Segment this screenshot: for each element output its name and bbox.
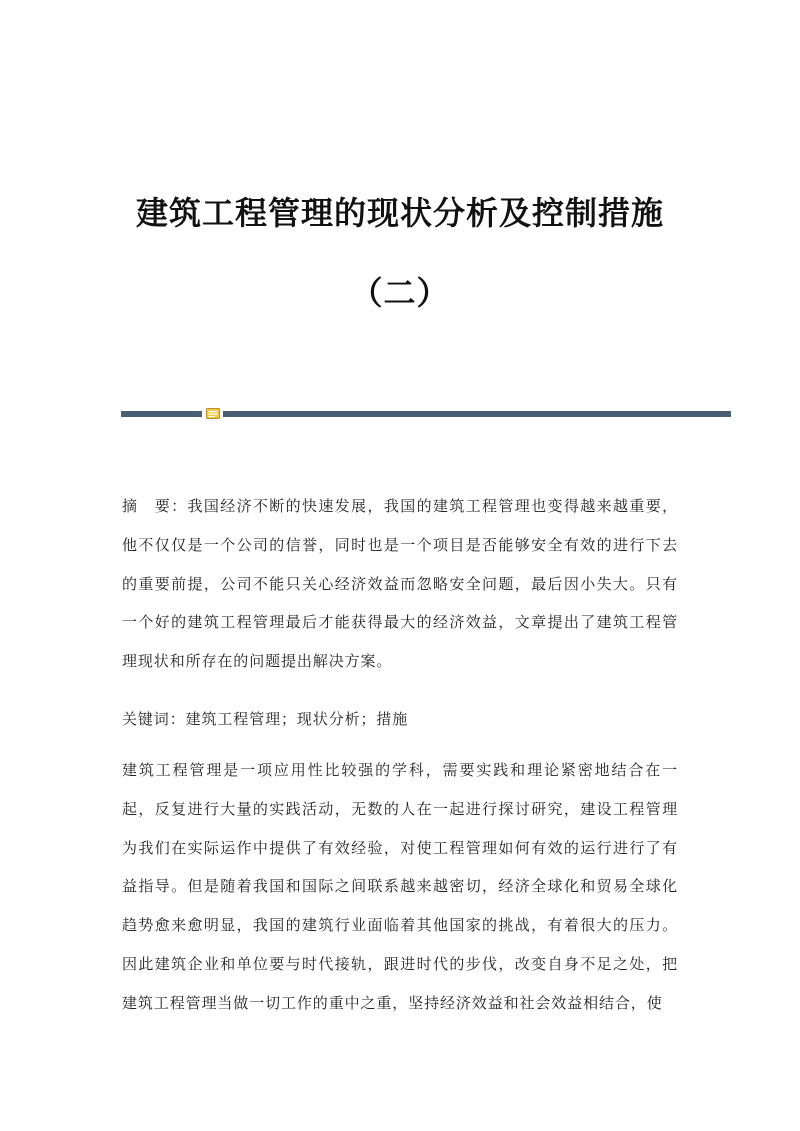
abstract-section (122, 487, 678, 681)
divider-bar-left (121, 411, 202, 417)
keywords-section (122, 700, 678, 739)
divider-bar-right (223, 411, 731, 417)
document-title-part: （二） (350, 274, 450, 312)
title-divider (121, 408, 731, 418)
document-title: 建筑工程管理的现状分析及控制措施 (135, 194, 664, 232)
keywords-line: 关键词：建筑工程管理；现状分析；措施 (122, 710, 409, 728)
intro-paragraph: 建筑工程管理是一项应用性比较强的学科，需要实践和理论紧密地结合在一起，反复进行大量的实践活动，无数的人在一起进行探讨研究，建设工程管理为我们在实际运作中提供了有效经验，对使工程管理如何有效的运行进行了有益指导。但是随着我国和国际之间联系越来越密切，经济全球化和贸易全球化趋势愈来愈明显，我国的建筑行业面临着其他国家的挑战，有着很大的压力。因此建筑企业和单位要与时代接轨，跟进时代的步伐，改变自身不足之处，把建筑工程管理当做一切工作的重中之重，坚持经济效益和社会效益相结合，使 (122, 761, 678, 1012)
abstract-paragraph: 摘 要：我国经济不断的快速发展，我国的建筑工程管理也变得越来越重要，他不仅仅是一个公司的信誉，同时也是一个项目是否能够安全有效的进行下去的重要前提，公司不能只关心经济效益而忽略安全问题，最后因小失大。只有一个好的建筑工程管理最后才能获得最大的经济效益，文章提出了建筑工程管理现状和所存在的问题提出解决方案。 (122, 497, 678, 671)
intro-section (122, 751, 678, 1023)
document-icon (206, 408, 220, 419)
